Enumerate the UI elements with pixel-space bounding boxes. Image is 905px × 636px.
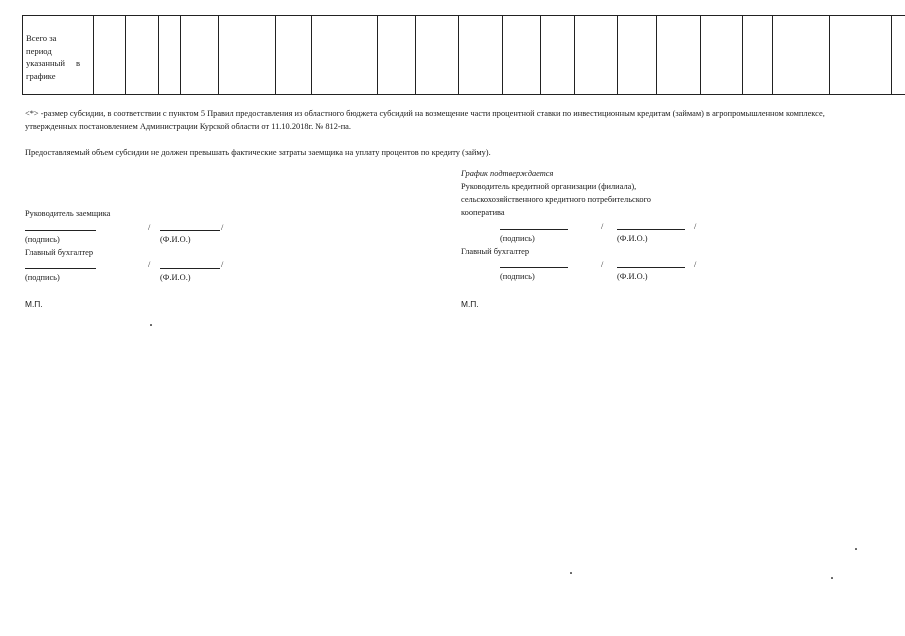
table-cell: [276, 16, 312, 95]
lender-head-name-line: [617, 229, 685, 230]
lender-accountant-label: Главный бухгалтер: [461, 247, 530, 256]
table-cell: [503, 16, 541, 95]
slash-separator: /: [148, 260, 151, 269]
lender-accountant-name-line: [617, 267, 685, 268]
slash-separator: /: [221, 223, 224, 232]
table-cell: [416, 16, 459, 95]
slash-separator: /: [694, 222, 697, 231]
borrower-head-label: Руководитель заемщика: [25, 209, 111, 218]
signature-caption: (подпись): [500, 234, 535, 243]
name-caption: (Ф.И.О.): [160, 273, 191, 282]
stamp-place-label: М.П.: [461, 299, 479, 309]
table-cell: [743, 16, 773, 95]
slash-separator: /: [221, 260, 224, 269]
lender-head-signature-line: [500, 229, 568, 230]
lender-head-label-line-3: кооператива: [461, 208, 505, 217]
table-cell: [181, 16, 219, 95]
table-cell: [312, 16, 378, 95]
scan-speck: [831, 577, 833, 579]
total-label-line-4: графике: [26, 70, 56, 81]
table-cell: [830, 16, 892, 95]
lender-accountant-signature-line: [500, 267, 568, 268]
lender-head-label-line-1: Руководитель кредитной организации (филиала),: [461, 182, 637, 191]
table-cell: [126, 16, 159, 95]
table-cell: [618, 16, 657, 95]
signature-caption: (подпись): [500, 272, 535, 281]
schedule-total-row-table: [22, 15, 905, 95]
subsidy-limit-note: Предоставляемый объем субсидии не должен превышать фактические затраты заемщика на уплату процентов по кредиту (займу).: [25, 148, 491, 157]
table-cell: [575, 16, 618, 95]
scan-speck: [570, 572, 572, 574]
scan-speck: [855, 548, 857, 550]
name-caption: (Ф.И.О.): [617, 234, 648, 243]
slash-separator: /: [601, 260, 604, 269]
table-cell: [773, 16, 830, 95]
signature-caption: (подпись): [25, 273, 60, 282]
schedule-confirm-label: График подтверждается: [461, 169, 554, 178]
borrower-accountant-label: Главный бухгалтер: [25, 248, 94, 257]
scan-speck: [150, 324, 152, 326]
table-cell: [701, 16, 743, 95]
table-cell: [657, 16, 701, 95]
total-label-line-3: указанный в: [26, 58, 80, 68]
table-cell: [541, 16, 575, 95]
stamp-place-label: М.П.: [25, 299, 43, 309]
table-cell: [459, 16, 503, 95]
borrower-head-signature-line: [25, 230, 96, 231]
lender-head-label-line-2: сельскохозяйственного кредитного потребительского: [461, 195, 651, 204]
borrower-accountant-name-line: [160, 268, 220, 269]
name-caption: (Ф.И.О.): [160, 235, 191, 244]
subsidy-footnote: <*> -размер субсидии, в соответствии с пунктом 5 Правил предоставления из областного бюджета субсидий на возмещение части процентной ставки по инвестиционным кредитам (займам) в агропромышленном комплексе, утвержденных постановлением Администрации Курской области от 11.10.2018г. № 812-па.: [25, 109, 825, 131]
total-label-line-2: период: [26, 45, 52, 56]
table-cell: [159, 16, 181, 95]
table-cell: [94, 16, 126, 95]
borrower-head-name-line: [160, 230, 220, 231]
slash-separator: /: [148, 223, 151, 232]
table-cell: [378, 16, 416, 95]
slash-separator: /: [601, 222, 604, 231]
slash-separator: /: [694, 260, 697, 269]
name-caption: (Ф.И.О.): [617, 272, 648, 281]
signature-caption: (подпись): [25, 235, 60, 244]
total-label-line-1: Всего за: [26, 33, 57, 43]
borrower-accountant-signature-line: [25, 268, 96, 269]
table-cell: [219, 16, 276, 95]
total-period-label-cell: [23, 16, 94, 95]
table-cell: [892, 16, 905, 95]
